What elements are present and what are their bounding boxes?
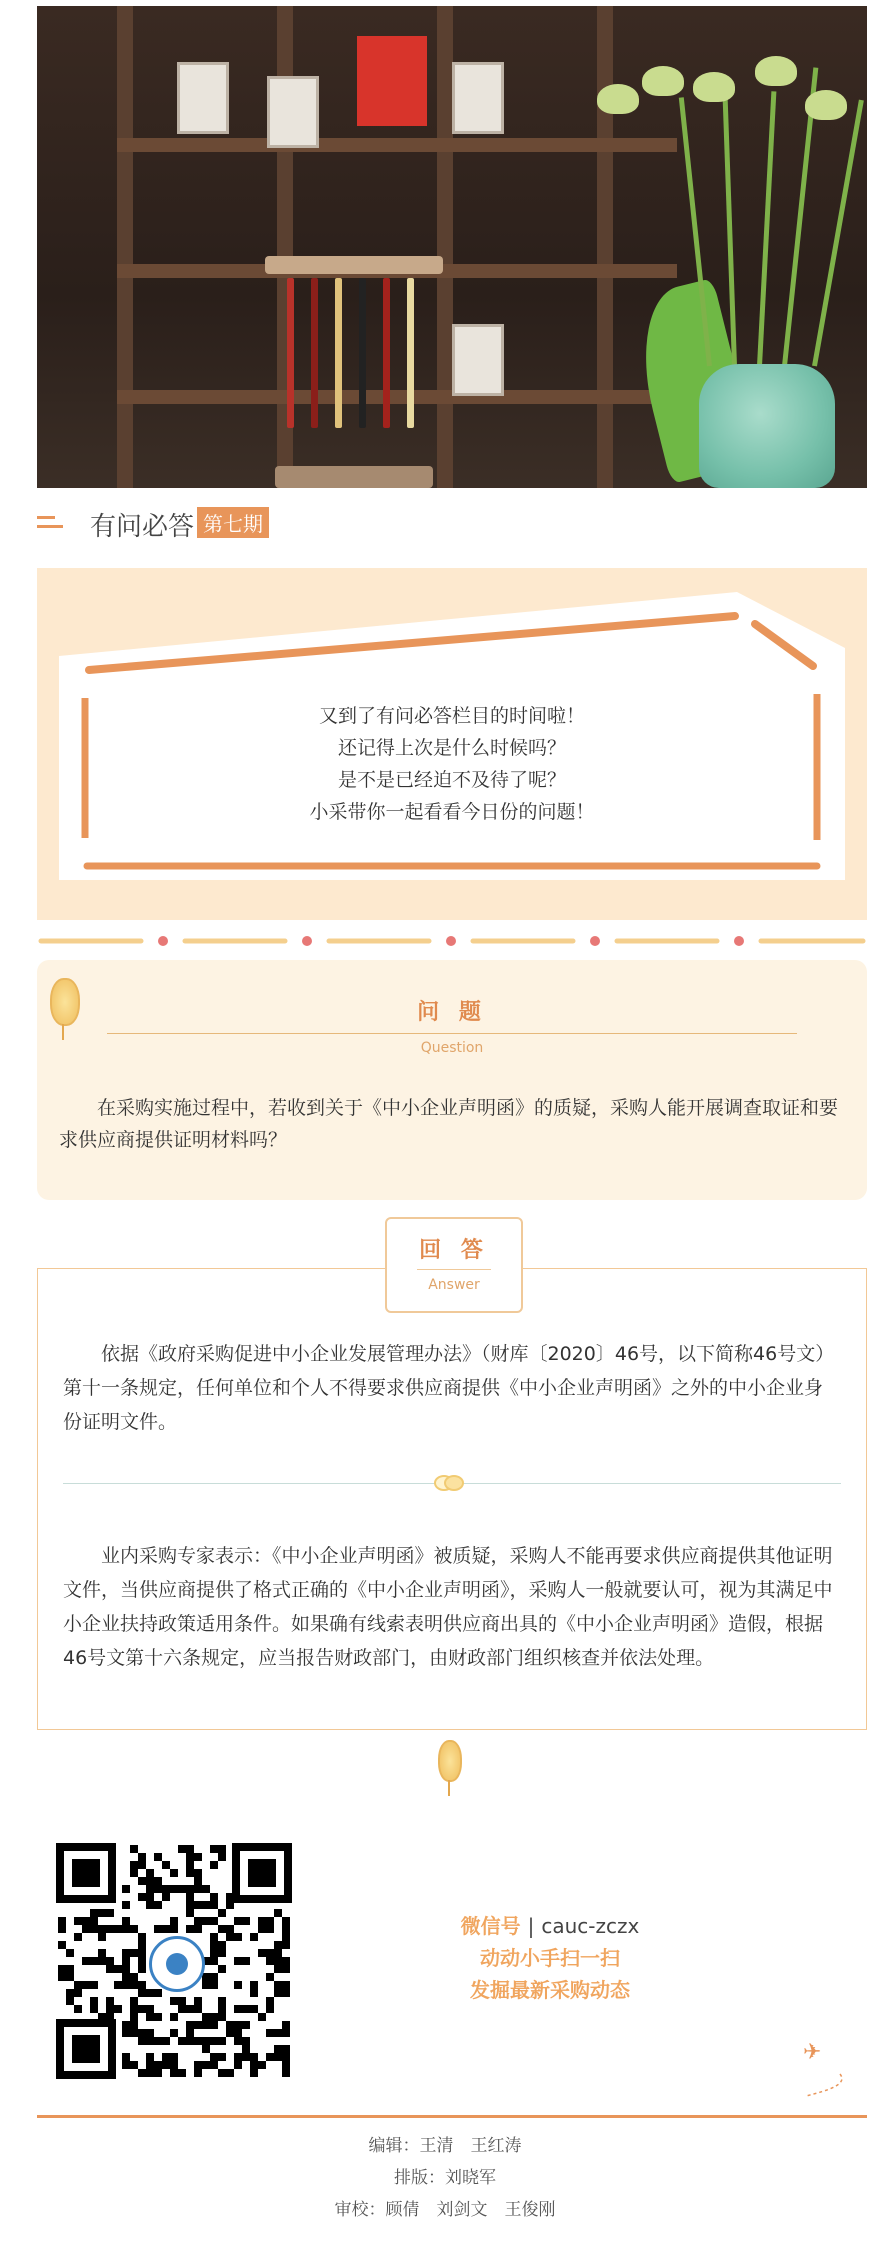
answer-badge-line <box>417 1269 491 1270</box>
frame-object <box>267 76 319 148</box>
plane-trail-icon <box>800 2070 850 2100</box>
lotus-pod <box>642 66 684 96</box>
shelf-board <box>117 138 677 152</box>
question-subheading: Question <box>420 1040 484 1056</box>
question-card <box>37 960 867 1200</box>
dot-divider <box>37 934 867 948</box>
lantern-icon <box>50 978 80 1026</box>
scan-subprompt: 发掘最新采购动态 <box>470 1978 630 2002</box>
rack-base <box>275 466 433 488</box>
wechat-id: cauc-zczx <box>541 1914 640 1938</box>
knot-icon <box>433 1474 465 1492</box>
frame-object <box>177 62 229 134</box>
section-title <box>37 500 867 546</box>
lotus-pod <box>805 90 847 120</box>
wechat-label: 微信号 <box>460 1914 521 1938</box>
wechat-separator: | <box>527 1914 535 1938</box>
shelf-post <box>597 6 613 488</box>
stem <box>812 100 864 367</box>
qr-code <box>56 1843 292 2079</box>
plane-icon: ✈ <box>803 2040 822 2065</box>
wechat-info <box>400 1910 700 2006</box>
answer-paragraph-1: 依据《政府采购促进中小企业发展管理办法》（财库〔2020〕46号，以下简称46号文）第十一条规定，任何单位和个人不得要求供应商提供《中小企业声明函》之外的中小企业身份证明文件。 <box>63 1343 835 1433</box>
question-text: 在采购实施过程中，若收到关于《中小企业声明函》的质疑，采购人能开展调查取证和要求供应商提供证明材料吗？ <box>59 1097 839 1151</box>
frame-object <box>452 324 504 396</box>
rack-bar <box>265 256 443 274</box>
lotus-pod <box>693 72 735 102</box>
brush <box>359 278 366 428</box>
shelf-post <box>117 6 133 488</box>
answer-badge <box>385 1217 523 1313</box>
lotus-pod <box>597 84 639 114</box>
qr-logo-icon <box>149 1936 205 1992</box>
answer-card <box>37 1268 867 1730</box>
intro-text <box>37 700 867 828</box>
credits-review: 审校：顾倩 刘剑文 王俊刚 <box>334 2200 556 2220</box>
hero-photo <box>37 6 867 488</box>
credits-editors: 编辑：王清 王红涛 <box>368 2136 522 2156</box>
answer-heading: 回 答 <box>419 1238 489 1263</box>
page-title: 有问必答 <box>90 512 195 542</box>
credits-layout: 排版：刘晓军 <box>394 2168 496 2188</box>
answer-paragraph-2: 业内采购专家表示：《中小企业声明函》被质疑，采购人不能再要求供应商提供其他证明文件，当供应商提供了格式正确的《中小企业声明函》，采购人一般就要认可，视为其满足中小企业扶持政策适用条件。如果确有线索表明供应商出具的《中小企业声明函》造假，根据46号文第十六条规定，应当报告财政部门，由财政部门组织核查并依法处理。 <box>63 1545 833 1669</box>
stem <box>722 76 737 366</box>
brush-rack <box>265 256 443 488</box>
brush <box>287 278 294 428</box>
vase <box>699 364 835 488</box>
red-object <box>357 36 427 126</box>
intro-line: 还记得上次是什么时候吗？ <box>337 737 566 759</box>
brush <box>311 278 318 428</box>
brush <box>407 278 414 428</box>
footer-divider <box>37 2115 867 2118</box>
brush <box>335 278 342 428</box>
credits <box>0 2130 890 2226</box>
title-deco-lines <box>37 516 63 534</box>
question-heading: 问 题 <box>417 1000 487 1025</box>
scan-prompt: 动动小手扫一扫 <box>480 1946 620 1970</box>
brush <box>383 278 390 428</box>
lantern-icon <box>438 1740 462 1782</box>
answer-subheading: Answer <box>428 1277 480 1293</box>
frame-object <box>452 62 504 134</box>
question-underline <box>107 1033 797 1034</box>
stem <box>757 91 776 366</box>
intro-line: 是不是已经迫不及待了呢？ <box>337 769 566 791</box>
intro-line: 又到了有问必答栏目的时间啦！ <box>318 705 585 727</box>
intro-line: 小采带你一起看看今日份的问题！ <box>309 801 595 823</box>
lotus-pod <box>755 56 797 86</box>
intro-panel <box>37 568 867 920</box>
issue-badge: 第七期 <box>197 507 269 538</box>
